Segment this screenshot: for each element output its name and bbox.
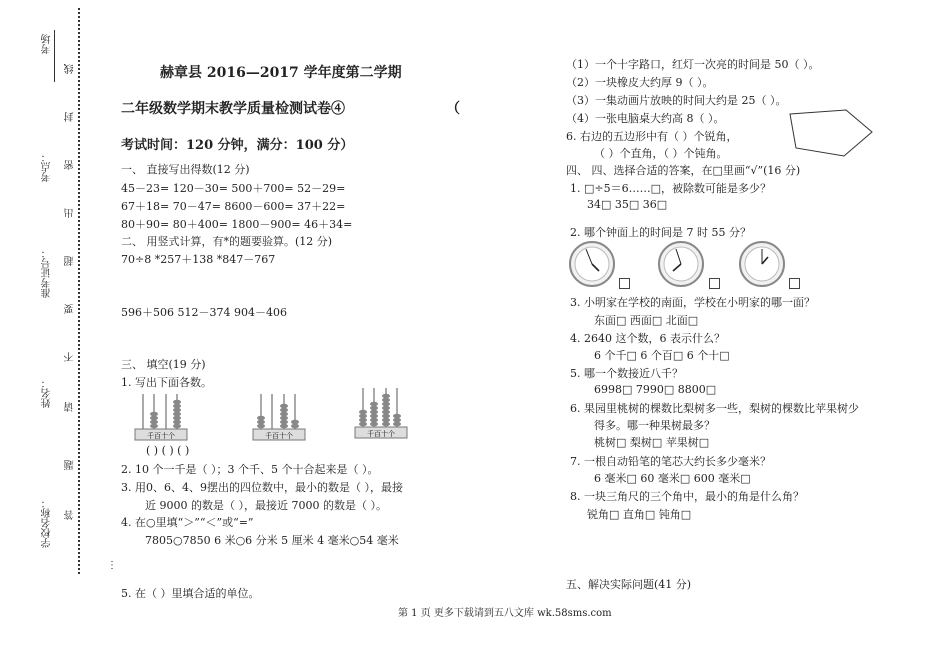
fill-q2: 2. 10 个一千是（ ）；3 个千、5 个十合起来是（ ）。 (121, 463, 379, 476)
margin-label-kaochang: 考场 (42, 34, 53, 54)
choice-q5-options: 6998□ 7990□ 8800□ (594, 383, 717, 396)
choice-q8: 8. 一块三角尺的三个角中，最小的角是什么角？ (570, 490, 804, 503)
section-1-heading: 一、 直接写出得数(12 分) (121, 163, 250, 176)
page-footer: 第 1 页 更多下载请到五八文库 wk.58sms.com (398, 608, 612, 619)
margin-label-name: 姓名： (42, 378, 53, 408)
abacus-3 (354, 384, 408, 440)
seal-char: 请 (65, 402, 76, 412)
choice-q4-options: 6 个千□ 6 个百□ 6 个十□ (594, 349, 730, 362)
choice-q3-options: 东面□ 西面□ 北面□ (594, 314, 699, 327)
choice-q7-options: 6 毫米□ 60 毫米□ 600 毫米□ (594, 472, 751, 485)
seal-char: 题 (65, 460, 76, 470)
seal-char: 密 (65, 160, 76, 170)
calc-row-2: 67＋18= 70－47= 8600－600= 37＋22= (121, 200, 346, 213)
fill-q1: 1. 写出下面各数。 (121, 376, 212, 389)
clock-2-checkbox[interactable] (708, 278, 721, 291)
clock-3-checkbox[interactable] (788, 278, 801, 291)
fill-q6-cont: （ ）个直角，（ ）个钝角。 (594, 147, 728, 160)
section-2-heading: 二、 用竖式计算，有*的题要验算。(12 分) (121, 235, 333, 248)
binding-dotted-line (78, 8, 80, 574)
margin-underline (54, 30, 55, 82)
exam-title-line1: 赫章县 2016—2017 学年度第二学期 (160, 65, 402, 81)
unit-q2: （2）一块橡皮大约厚 9（ ）。 (566, 76, 714, 89)
choice-q8-options: 锐角□ 直角□ 钝角□ (587, 508, 692, 521)
abacus-label: 千百十个 (147, 432, 175, 440)
abacus-answer-blanks: ( ) ( ) ( ) (146, 444, 190, 457)
unit-q3: （3）一集动画片放映的时间大约是 25（ ）。 (566, 94, 787, 107)
fill-q5: 5. 在（ ）里填合适的单位。 (121, 587, 260, 600)
fill-q3: 3. 用0、6、4、9摆出的四位数中，最小的数是（ ），最接 (121, 481, 403, 494)
abacus-1 (134, 388, 188, 442)
section-5-heading: 五、解决实际问题(41 分) (566, 578, 692, 591)
seal-char: 不 (65, 352, 76, 362)
choice-q7: 7. 一根自动铅笔的笔芯大约长多少毫米？ (570, 455, 771, 468)
fill-q4-items: 7805○7850 6 米○6 分米 5 厘米 4 毫米○54 毫米 (145, 534, 399, 547)
unit-q1: （1）一个十字路口，红灯一次亮的时间是 50（ ）。 (566, 58, 820, 71)
seal-char: 答 (65, 510, 76, 520)
margin-label-kaodian: 考点： (42, 152, 53, 182)
vertical-calc-row-1: 70÷8 *257＋138 *847－767 (121, 253, 276, 266)
calc-row-3: 80＋90= 80＋400= 1800－900= 46＋34= (121, 218, 353, 231)
margin-label-zhunkaozheng: 准考证号： (42, 248, 53, 298)
choice-q3: 3. 小明家在学校的南面，学校在小明家的哪一面？ (570, 296, 815, 309)
choice-q6-options: 桃树□ 梨树□ 苹果树□ (594, 436, 710, 449)
section-4-heading: 四、 四、选择合适的答案，在□里画“√”(16 分) (566, 164, 801, 177)
colon-mark: ⋮ (107, 560, 117, 571)
pentagon-figure (786, 108, 876, 160)
clock-face-2 (657, 240, 709, 288)
seal-char: 超 (65, 256, 76, 266)
choice-q1-options: 34□ 35□ 36□ (587, 198, 668, 211)
fill-q4: 4. 在○里填“＞”“＜”或“=” (121, 516, 254, 529)
choice-q2: 2. 哪个钟面上的时间是 7 时 55 分？ (570, 226, 751, 239)
choice-q1: 1. □÷5＝6……□，被除数可能是多少？ (570, 182, 771, 195)
margin-label-school: 学校名称： (42, 498, 53, 548)
clock-1-checkbox[interactable] (618, 278, 631, 291)
calc-row-1: 45－23= 120－30= 500＋700= 52－29= (121, 182, 346, 195)
clock-face-1 (568, 240, 620, 288)
choice-q6: 6. 果园里桃树的棵数比梨树多一些，梨树的棵数比苹果树少 (570, 402, 859, 415)
title-paren: （ (446, 101, 460, 117)
choice-q6-cont: 得多。哪一种果树最多？ (594, 419, 715, 432)
seal-char: 线 (65, 64, 76, 74)
seal-char: 封 (65, 112, 76, 122)
fill-q3-cont: 近 9000 的数是（ ），最接近 7000 的数是（ ）。 (145, 499, 387, 512)
choice-q5: 5. 哪一个数接近八千？ (570, 367, 683, 380)
section-3-heading: 三、 填空(19 分) (121, 358, 206, 371)
abacus-label: 千百十个 (367, 430, 395, 438)
fill-q6: 6. 右边的五边形中有（ ）个锐角， (566, 130, 738, 143)
clock-face-3 (738, 240, 790, 288)
vertical-calc-row-2: 596＋506 512－374 904－406 (121, 306, 287, 319)
exam-time: 考试时间：120 分钟，满分：100 分） (121, 138, 354, 153)
abacus-label: 千百十个 (265, 432, 293, 440)
unit-q4: （4）一张电脑桌大约高 8（ ）。 (566, 112, 725, 125)
seal-char: 要 (65, 304, 76, 314)
seal-char: 出 (65, 208, 76, 218)
exam-title-line2: 二年级数学期末教学质量检测试卷④ (121, 101, 345, 117)
choice-q4: 4. 2640 这个数，6 表示什么？ (570, 332, 725, 345)
abacus-2 (252, 388, 306, 442)
